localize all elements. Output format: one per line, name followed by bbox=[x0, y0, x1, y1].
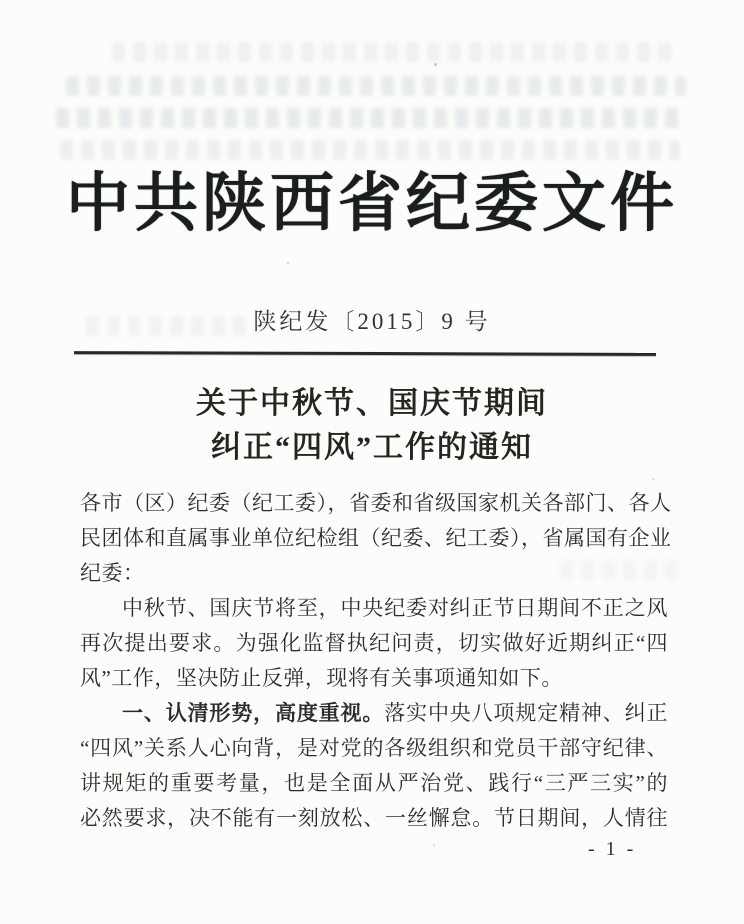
paragraph-line: “四风”关系人心向背，是对党的各级组织和党员干部守纪律、 bbox=[80, 736, 668, 760]
letterhead-divider-rule bbox=[74, 351, 656, 356]
paragraph-line: 再次提出要求。为强化监督执纪问责，切实做好近期纠正“四 bbox=[80, 631, 668, 655]
scan-speck bbox=[652, 478, 655, 480]
notice-title-line1: 关于中秋节、国庆节期间 bbox=[196, 387, 548, 420]
salutation-line: 民团体和直属事业单位纪检组（纪委、纪工委），省属国有企业 bbox=[80, 526, 672, 550]
salutation-line: 各市（区）纪委（纪工委），省委和省级国家机关各部门、各人 bbox=[80, 491, 672, 515]
paragraph-line bbox=[80, 696, 668, 731]
scan-speck bbox=[287, 262, 289, 264]
section-lead-bold: 一、认清形势，高度重视。 bbox=[122, 701, 385, 725]
paragraph-line: 风”工作，坚决防止反弹，现将有关事项通知如下。 bbox=[80, 666, 563, 690]
section-lead-rest: 落实中央八项规定精神、纠正 bbox=[384, 701, 668, 725]
paragraph-line: 必然要求，决不能有一刻放松、一丝懈怠。节日期间，人情往 bbox=[80, 806, 668, 830]
bleed-through-row bbox=[56, 108, 686, 128]
letterhead-org-title: 中共陕西省纪委文件 bbox=[66, 168, 678, 239]
paragraph-line: 讲规矩的重要考量，也是全面从严治党、践行“三严三实”的 bbox=[80, 771, 668, 795]
scan-speck bbox=[433, 844, 435, 847]
document-reference-number: 陕纪发〔2015〕9 号 bbox=[253, 309, 491, 334]
notice-body bbox=[80, 486, 672, 836]
bleed-through-row bbox=[66, 76, 686, 96]
page-number: - 1 - bbox=[588, 838, 637, 860]
paragraph-line: 中秋节、国庆节将至，中央纪委对纠正节日期间不正之风 bbox=[122, 596, 668, 620]
scan-speck bbox=[434, 63, 437, 66]
notice-title bbox=[0, 382, 744, 470]
salutation-line: 纪委： bbox=[80, 561, 145, 585]
bleed-through-row bbox=[112, 42, 672, 62]
notice-title-line2: 纠正“四风”工作的通知 bbox=[211, 431, 533, 464]
